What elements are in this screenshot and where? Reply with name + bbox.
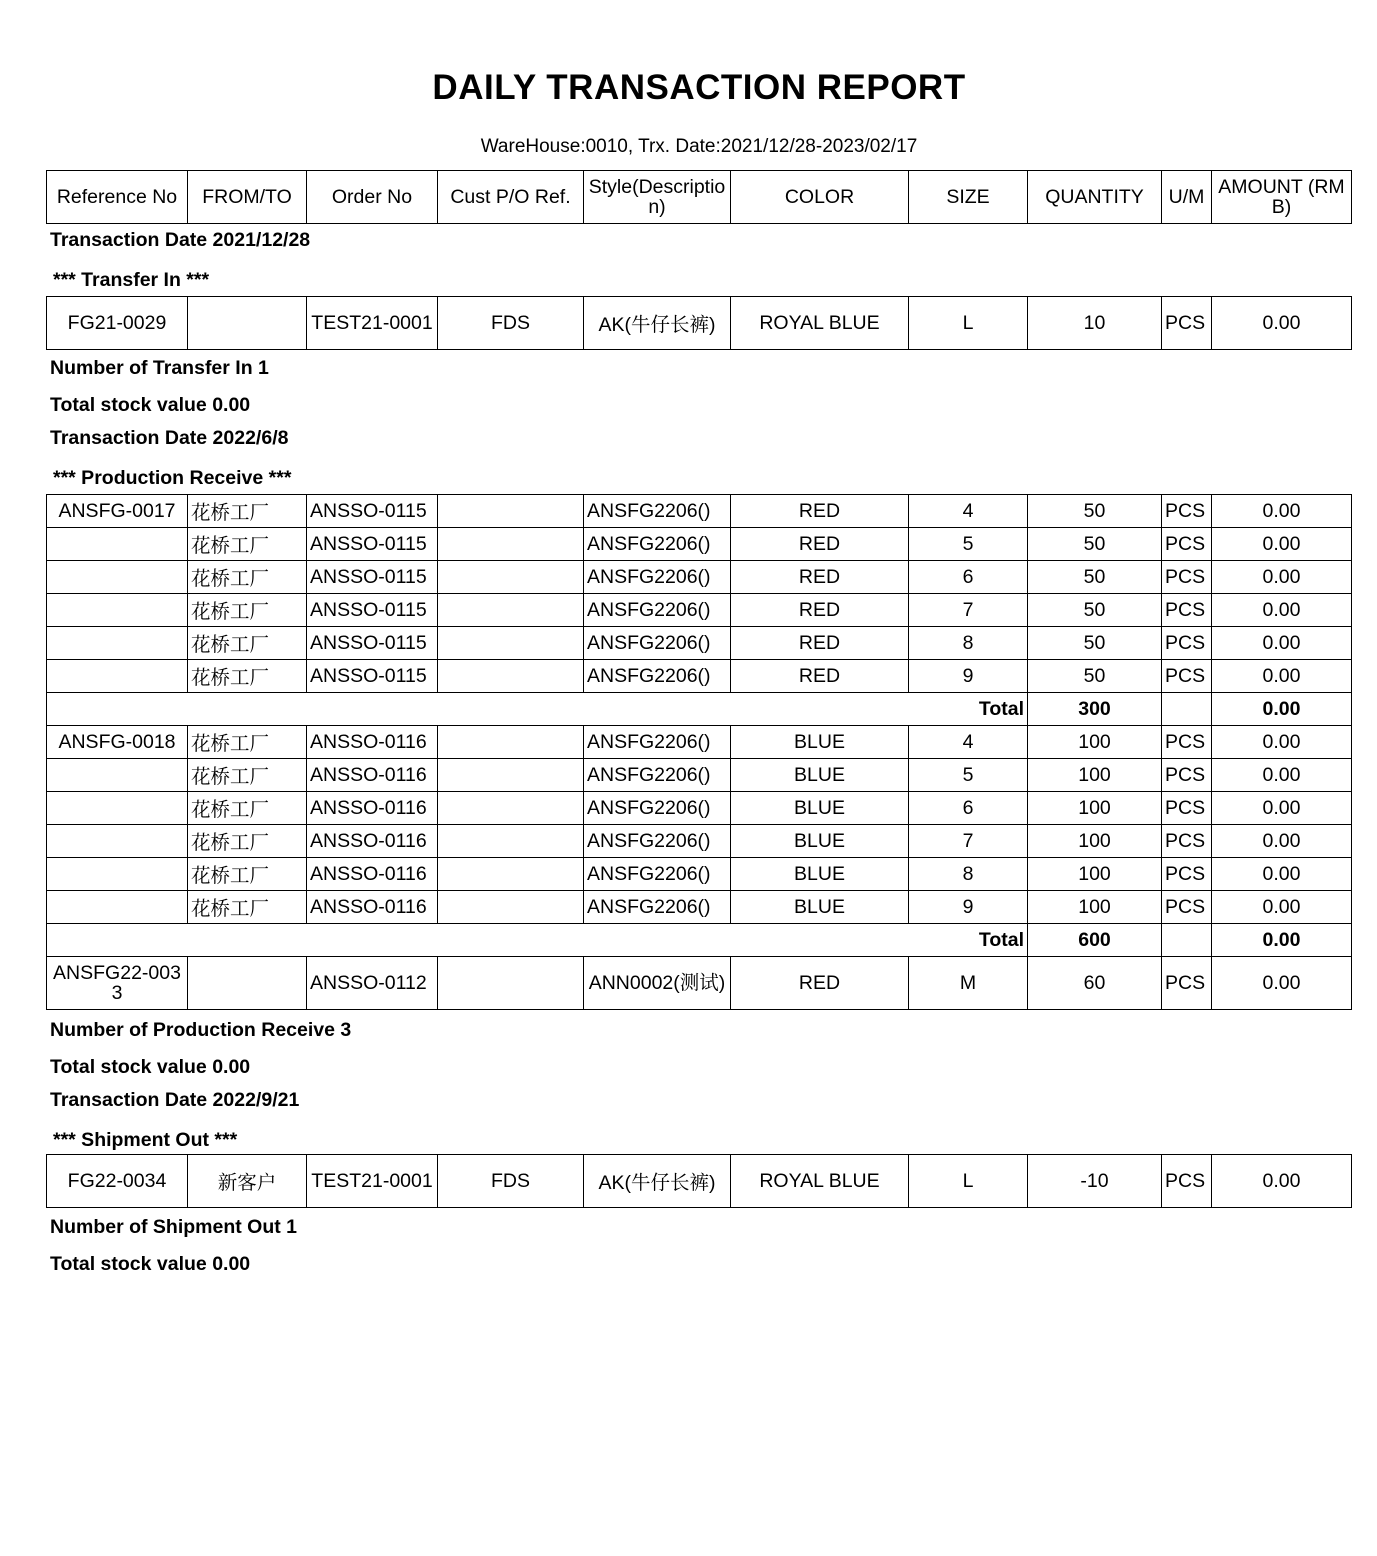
cell-um: PCS [1162,495,1212,528]
cell-order-no: ANSSO-0115 [307,528,438,561]
cell-amount: 0.00 [1212,1155,1352,1208]
cell-reference-no [47,528,188,561]
total-label: Total [47,693,1028,726]
cell-size: L [909,1155,1028,1208]
table-row [47,594,1352,627]
cell-amount: 0.00 [1212,891,1352,924]
count-line: Number of Transfer In 1 [50,357,269,379]
cell-color: BLUE [731,858,909,891]
cell-reference-no [47,825,188,858]
report-subtitle: WareHouse:0010, Trx. Date:2021/12/28-2023/02/17 [480,136,918,157]
cell-order-no: ANSSO-0115 [307,594,438,627]
cell-um: PCS [1162,957,1212,1010]
cell-from-to: 花桥工厂 [188,759,307,792]
cell-reference-no [47,858,188,891]
production-receive-table [46,494,1352,1010]
cell-cust-po-ref [438,660,584,693]
col-header-from-to: FROM/TO [188,171,307,224]
transaction-type-line: *** Production Receive *** [53,467,292,489]
cell-color: RED [731,594,909,627]
cell-cust-po-ref [438,594,584,627]
stock-value-line: Total stock value 0.00 [50,1056,251,1078]
cell-from-to: 花桥工厂 [188,792,307,825]
cell-color: RED [731,495,909,528]
cell-amount: 0.00 [1212,561,1352,594]
transaction-date-line: Transaction Date 2021/12/28 [50,229,311,251]
cell-style: ANSFG2206() [584,627,731,660]
cell-um: PCS [1162,858,1212,891]
table-row [47,495,1352,528]
cell-um: PCS [1162,594,1212,627]
cell-order-no: ANSSO-0116 [307,792,438,825]
cell-from-to: 花桥工厂 [188,627,307,660]
cell-reference-no [47,891,188,924]
cell-amount: 0.00 [1212,660,1352,693]
cell-from-to: 花桥工厂 [188,594,307,627]
table-row [47,627,1352,660]
cell-reference-no: FG22-0034 [47,1155,188,1208]
cell-um: PCS [1162,297,1212,350]
cell-cust-po-ref: FDS [438,1155,584,1208]
cell-um: PCS [1162,891,1212,924]
cell-style: ANSFG2206() [584,528,731,561]
cell-size: L [909,297,1028,350]
cell-from-to: 花桥工厂 [188,561,307,594]
cell-amount: 0.00 [1212,759,1352,792]
cell-reference-no: ANSFG22-0033 [47,957,188,1010]
cell-order-no: ANSSO-0115 [307,660,438,693]
table-row [47,858,1352,891]
cell-order-no: TEST21-0001 [307,1155,438,1208]
cell-quantity: 100 [1028,792,1162,825]
cell-quantity: 10 [1028,297,1162,350]
cell-quantity: 50 [1028,495,1162,528]
cell-style: ANSFG2206() [584,495,731,528]
cell-um: PCS [1162,561,1212,594]
cell-style: ANSFG2206() [584,660,731,693]
table-row [47,1155,1352,1208]
cell-size: 4 [909,726,1028,759]
cell-from-to: 花桥工厂 [188,726,307,759]
cell-cust-po-ref [438,858,584,891]
cell-style: AK(牛仔长裤) [584,297,731,350]
cell-color: RED [731,660,909,693]
cell-size: 5 [909,759,1028,792]
cell-um: PCS [1162,627,1212,660]
cell-cust-po-ref [438,561,584,594]
cell-quantity: 50 [1028,561,1162,594]
cell-quantity: 100 [1028,858,1162,891]
col-header-um: U/M [1162,171,1212,224]
cell-reference-no: ANSFG-0017 [47,495,188,528]
group-total-row [47,693,1352,726]
cell-size: 9 [909,660,1028,693]
col-header-size: SIZE [909,171,1028,224]
cell-style: ANSFG2206() [584,891,731,924]
cell-amount: 0.00 [1212,528,1352,561]
cell-amount: 0.00 [1212,858,1352,891]
cell-color: ROYAL BLUE [731,1155,909,1208]
cell-order-no: ANSSO-0115 [307,561,438,594]
cell-style: AK(牛仔长裤) [584,1155,731,1208]
cell-amount: 0.00 [1212,495,1352,528]
table-row [47,297,1352,350]
table-row [47,891,1352,924]
col-header-reference-no: Reference No [47,171,188,224]
cell-quantity: 100 [1028,759,1162,792]
table-row [47,759,1352,792]
cell-cust-po-ref [438,759,584,792]
cell-um: PCS [1162,528,1212,561]
col-header-cust-po-ref: Cust P/O Ref. [438,171,584,224]
table-row [47,528,1352,561]
transaction-type-line: *** Transfer In *** [53,269,210,291]
cell-um: PCS [1162,726,1212,759]
col-header-order-no: Order No [307,171,438,224]
cell-color: BLUE [731,825,909,858]
cell-order-no: ANSSO-0116 [307,891,438,924]
cell-style: ANSFG2206() [584,726,731,759]
cell-reference-no [47,561,188,594]
total-label: Total [47,924,1028,957]
cell-style: ANSFG2206() [584,561,731,594]
cell-style: ANSFG2206() [584,759,731,792]
cell-style: ANN0002(测试) [584,957,731,1010]
cell-order-no: TEST21-0001 [307,297,438,350]
cell-um: PCS [1162,825,1212,858]
table-row [47,660,1352,693]
cell-size: 5 [909,528,1028,561]
count-line: Number of Shipment Out 1 [50,1216,298,1238]
cell-order-no: ANSSO-0116 [307,759,438,792]
cell-amount: 0.00 [1212,792,1352,825]
col-header-style: Style(Description) [584,171,731,224]
table-row [47,561,1352,594]
table-row [47,957,1352,1010]
cell-color: BLUE [731,759,909,792]
cell-style: ANSFG2206() [584,858,731,891]
cell-amount: 0.00 [1212,825,1352,858]
cell-size: 6 [909,561,1028,594]
transaction-date-line: Transaction Date 2022/9/21 [50,1089,300,1111]
cell-order-no: ANSSO-0116 [307,726,438,759]
cell-order-no: ANSSO-0115 [307,627,438,660]
cell-cust-po-ref [438,726,584,759]
cell-color: BLUE [731,792,909,825]
cell-size: 4 [909,495,1028,528]
cell-quantity: 50 [1028,594,1162,627]
cell-size: 9 [909,891,1028,924]
cell-cust-po-ref [438,792,584,825]
total-quantity: 300 [1028,693,1162,726]
cell-reference-no [47,660,188,693]
cell-amount: 0.00 [1212,627,1352,660]
cell-cust-po-ref [438,891,584,924]
cell-color: RED [731,957,909,1010]
cell-color: ROYAL BLUE [731,297,909,350]
cell-quantity: -10 [1028,1155,1162,1208]
cell-reference-no [47,759,188,792]
cell-from-to: 花桥工厂 [188,528,307,561]
transaction-date-line: Transaction Date 2022/6/8 [50,427,289,449]
cell-style: ANSFG2206() [584,792,731,825]
cell-size: 7 [909,594,1028,627]
cell-color: RED [731,627,909,660]
cell-reference-no: FG21-0029 [47,297,188,350]
cell-quantity: 100 [1028,726,1162,759]
cell-quantity: 100 [1028,891,1162,924]
cell-quantity: 50 [1028,528,1162,561]
cell-cust-po-ref: FDS [438,297,584,350]
cell-reference-no [47,627,188,660]
total-um-empty [1162,693,1212,726]
cell-style: ANSFG2206() [584,594,731,627]
cell-order-no: ANSSO-0116 [307,825,438,858]
cell-um: PCS [1162,660,1212,693]
cell-cust-po-ref [438,528,584,561]
cell-order-no: ANSSO-0112 [307,957,438,1010]
cell-order-no: ANSSO-0115 [307,495,438,528]
cell-color: RED [731,528,909,561]
cell-color: BLUE [731,891,909,924]
cell-amount: 0.00 [1212,726,1352,759]
stock-value-line: Total stock value 0.00 [50,394,251,416]
cell-cust-po-ref [438,495,584,528]
cell-from-to: 花桥工厂 [188,891,307,924]
cell-color: BLUE [731,726,909,759]
report-title: DAILY TRANSACTION REPORT [432,68,966,107]
col-header-amount: AMOUNT (RMB) [1212,171,1352,224]
cell-um: PCS [1162,759,1212,792]
cell-reference-no: ANSFG-0018 [47,726,188,759]
total-amount: 0.00 [1212,693,1352,726]
cell-cust-po-ref [438,825,584,858]
cell-order-no: ANSSO-0116 [307,858,438,891]
total-quantity: 600 [1028,924,1162,957]
cell-from-to: 花桥工厂 [188,825,307,858]
cell-um: PCS [1162,792,1212,825]
cell-reference-no [47,594,188,627]
cell-size: M [909,957,1028,1010]
cell-from-to [188,957,307,1010]
cell-size: 6 [909,792,1028,825]
table-row [47,792,1352,825]
column-header-table [46,170,1352,224]
cell-from-to: 花桥工厂 [188,495,307,528]
cell-from-to [188,297,307,350]
cell-style: ANSFG2206() [584,825,731,858]
table-row [47,726,1352,759]
cell-um: PCS [1162,1155,1212,1208]
cell-quantity: 50 [1028,660,1162,693]
total-amount: 0.00 [1212,924,1352,957]
cell-from-to: 花桥工厂 [188,660,307,693]
cell-from-to: 新客户 [188,1155,307,1208]
cell-cust-po-ref [438,957,584,1010]
cell-quantity: 100 [1028,825,1162,858]
col-header-quantity: QUANTITY [1028,171,1162,224]
stock-value-line: Total stock value 0.00 [50,1253,251,1275]
cell-size: 8 [909,858,1028,891]
cell-color: RED [731,561,909,594]
cell-size: 7 [909,825,1028,858]
cell-quantity: 50 [1028,627,1162,660]
table-row [47,825,1352,858]
shipment-out-table [46,1154,1352,1208]
cell-cust-po-ref [438,627,584,660]
transfer-in-table [46,296,1352,350]
total-um-empty [1162,924,1212,957]
cell-reference-no [47,792,188,825]
cell-amount: 0.00 [1212,594,1352,627]
col-header-color: COLOR [731,171,909,224]
cell-amount: 0.00 [1212,297,1352,350]
cell-quantity: 60 [1028,957,1162,1010]
count-line: Number of Production Receive 3 [50,1019,352,1041]
cell-from-to: 花桥工厂 [188,858,307,891]
transaction-type-line: *** Shipment Out *** [53,1129,238,1151]
cell-size: 8 [909,627,1028,660]
cell-amount: 0.00 [1212,957,1352,1010]
group-total-row [47,924,1352,957]
